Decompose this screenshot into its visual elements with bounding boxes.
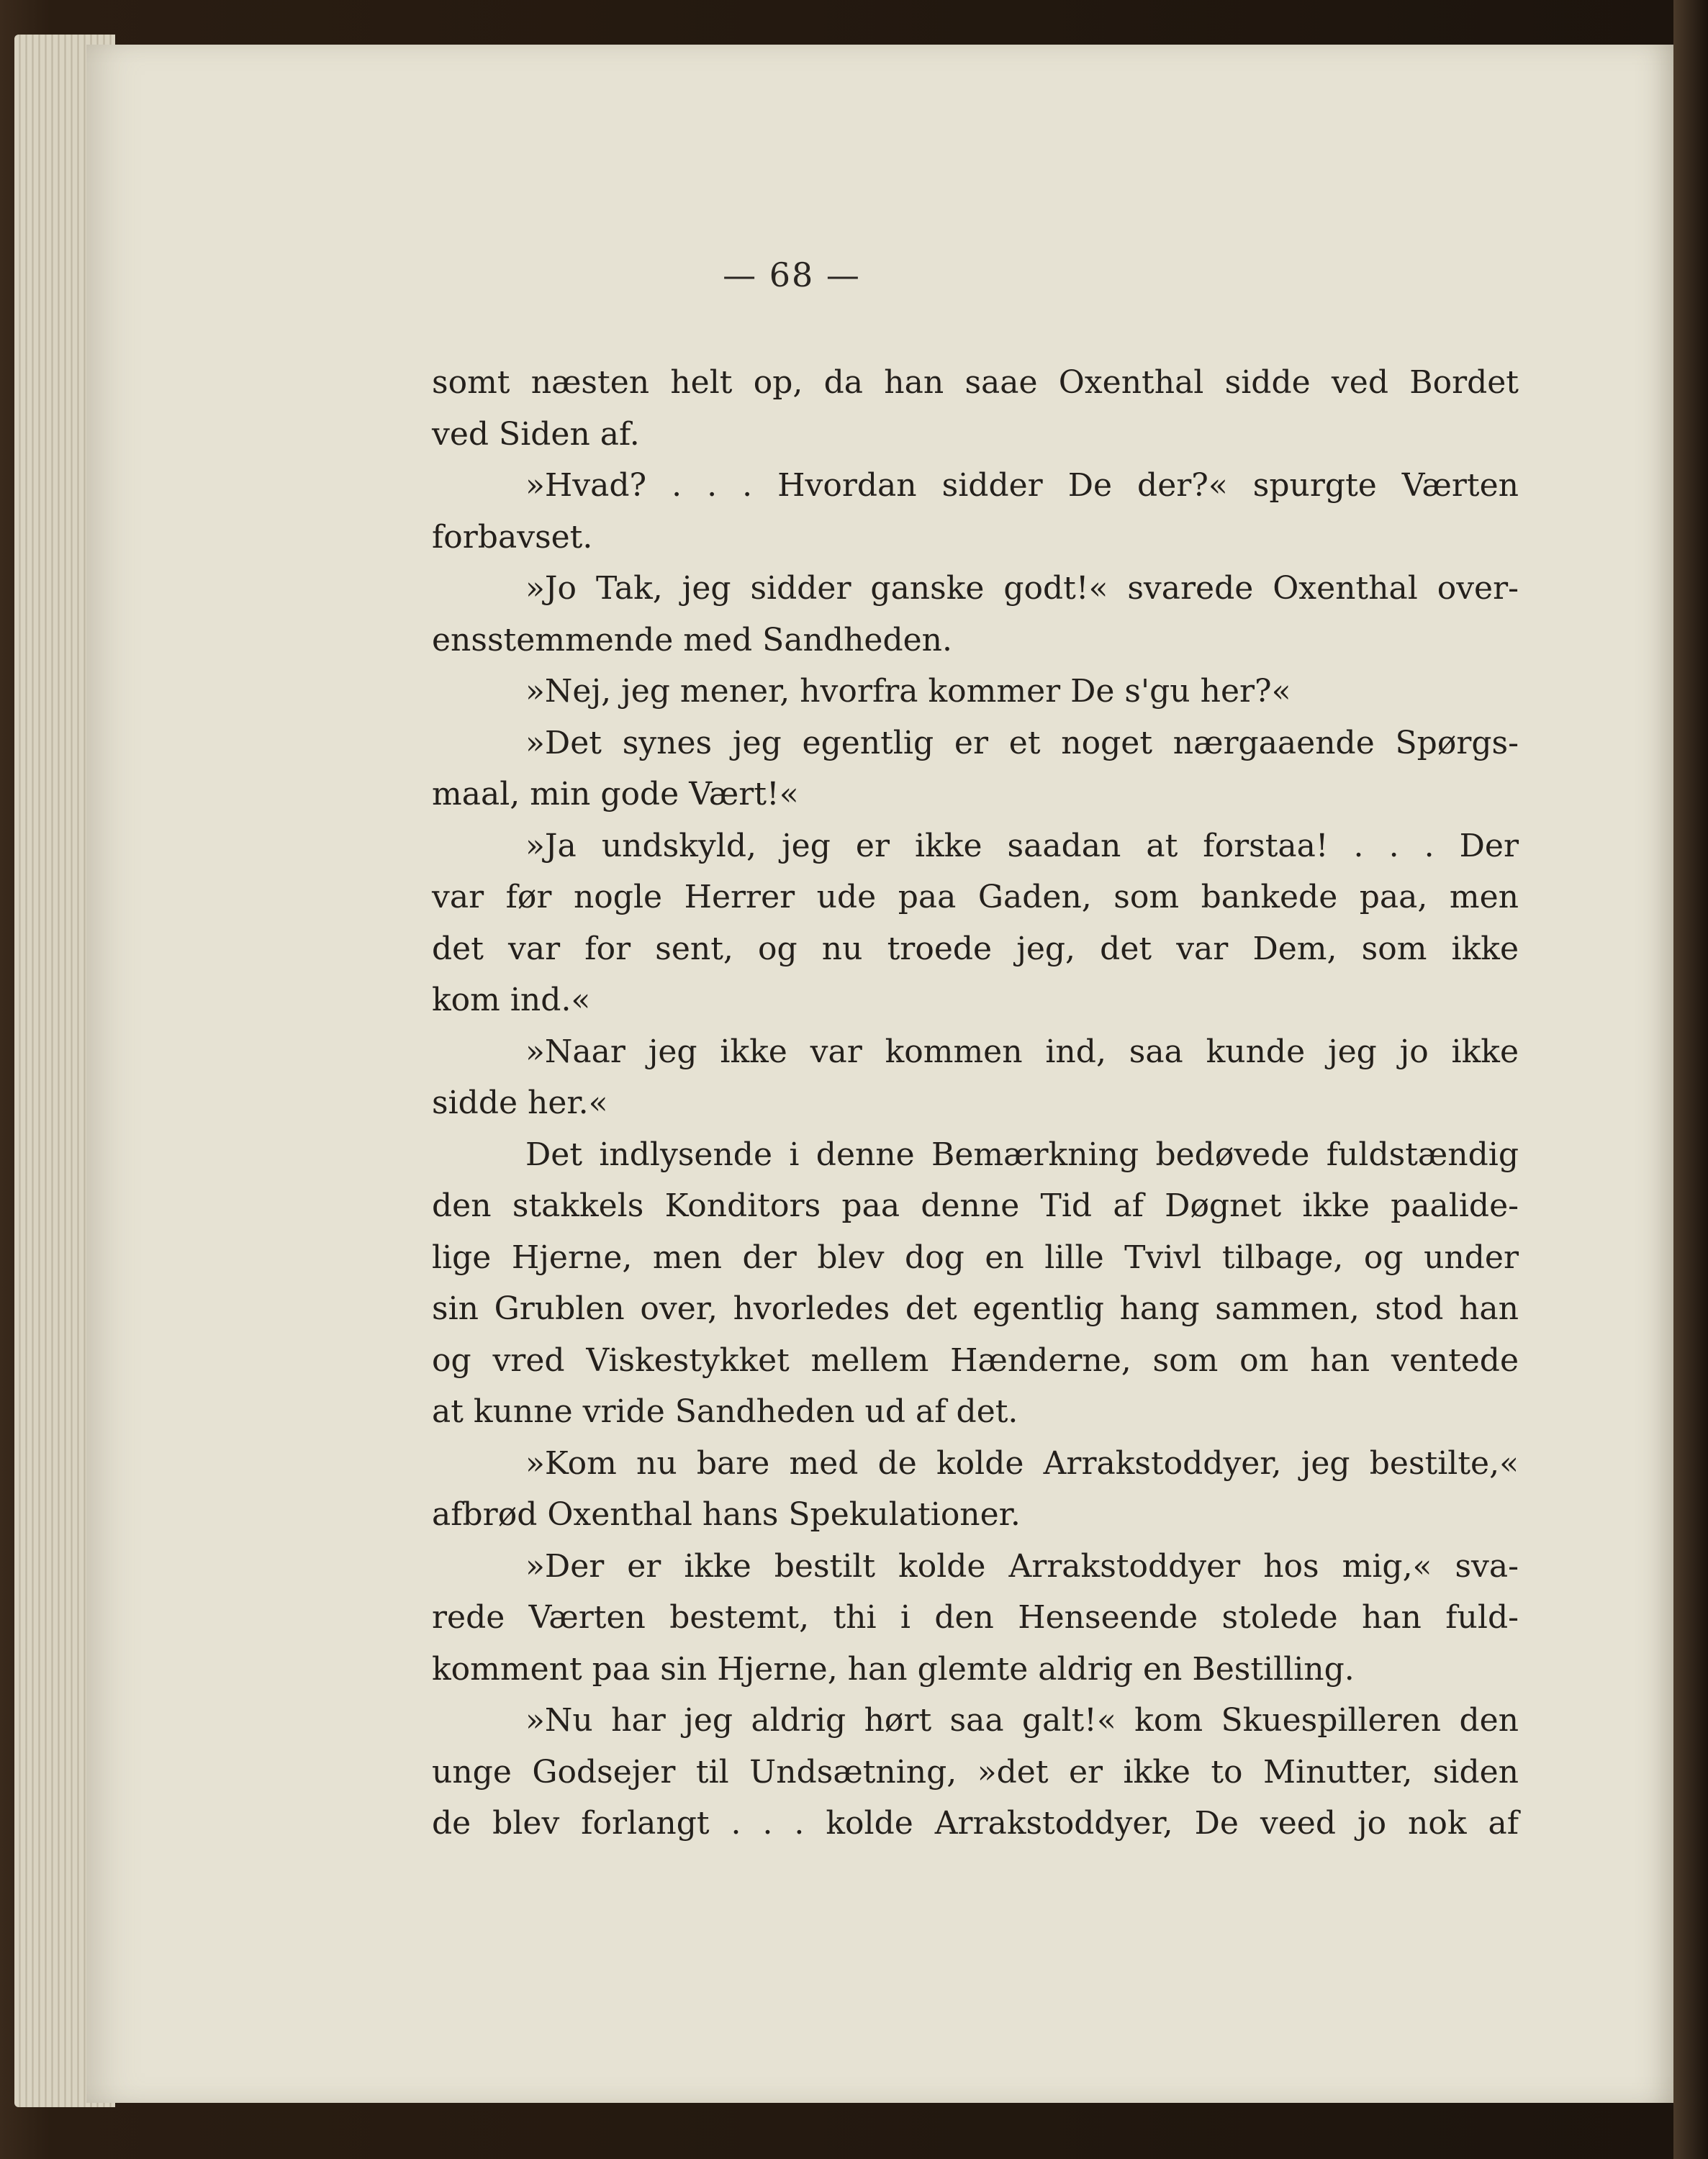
text-line: sidde her.« bbox=[432, 1085, 608, 1121]
body-text bbox=[432, 357, 1519, 1850]
text-line: var før nogle Herrer ude paa Gaden, som bankede paa, men bbox=[432, 879, 1519, 915]
text-line: »Naar jeg ikke var kommen ind, saa kunde jeg jo ikke bbox=[525, 1033, 1519, 1070]
text-line: Det indlysende i denne Bemærkning bedøvede fuldstændig bbox=[525, 1136, 1519, 1173]
text-line: »Nu har jeg aldrig hørt saa galt!« kom Skuespilleren den bbox=[525, 1702, 1519, 1739]
text-line: »Kom nu bare med de kolde Arrakstoddyer, jeg bestilte,« bbox=[525, 1444, 1519, 1482]
text-line: de blev forlangt . . . kolde Arrakstoddyer, De veed jo nok af bbox=[432, 1805, 1519, 1842]
text-line: at kunne vride Sandheden ud af det. bbox=[432, 1393, 1018, 1430]
book-spine-edge bbox=[1673, 0, 1708, 2159]
text-line: »Ja undskyld, jeg er ikke saadan at forstaa! . . . Der bbox=[525, 827, 1519, 864]
text-line: »Hvad? . . . Hvordan sidder De der?« spurgte Værten bbox=[525, 467, 1519, 504]
page-number: — 68 — bbox=[723, 255, 861, 294]
text-line: »Der er ikke bestilt kolde Arrakstoddyer hos mig,« sva- bbox=[525, 1547, 1519, 1585]
text-line: ensstemmende med Sandheden. bbox=[432, 621, 952, 658]
text-line: maal, min gode Vært!« bbox=[432, 776, 799, 813]
text-line: den stakkels Konditors paa denne Tid af Døgnet ikke paalide- bbox=[432, 1187, 1519, 1224]
text-line: komment paa sin Hjerne, han glemte aldrig en Bestilling. bbox=[432, 1650, 1355, 1688]
text-line: kom ind.« bbox=[432, 982, 591, 1018]
text-line: ved Siden af. bbox=[432, 415, 640, 453]
text-line: afbrød Oxenthal hans Spekulationer. bbox=[432, 1496, 1021, 1533]
text-line: lige Hjerne, men der blev dog en lille Tvivl tilbage, og under bbox=[432, 1239, 1519, 1276]
text-line: og vred Viskestykket mellem Hænderne, som om han ventede bbox=[432, 1341, 1519, 1379]
text-line: rede Værten bestemt, thi i den Henseende stolede han fuld- bbox=[432, 1599, 1519, 1636]
text-line: somt næsten helt op, da han saae Oxenthal sidde ved Bordet bbox=[432, 364, 1519, 401]
text-line: det var for sent, og nu troede jeg, det var Dem, som ikke bbox=[432, 930, 1519, 967]
text-line: »Jo Tak, jeg sidder ganske godt!« svarede Oxenthal over- bbox=[525, 570, 1519, 607]
text-line: forbavset. bbox=[432, 518, 593, 556]
text-line: sin Grublen over, hvorledes det egentlig hang sammen, stod han bbox=[432, 1290, 1519, 1327]
text-line: unge Godsejer til Undsætning, »det er ikke to Minutter, siden bbox=[432, 1753, 1519, 1791]
text-line: »Nej, jeg mener, hvorfra kommer De s'gu her?« bbox=[525, 673, 1291, 710]
text-line: »Det synes jeg egentlig er et noget nærgaaende Spørgs- bbox=[525, 724, 1519, 761]
